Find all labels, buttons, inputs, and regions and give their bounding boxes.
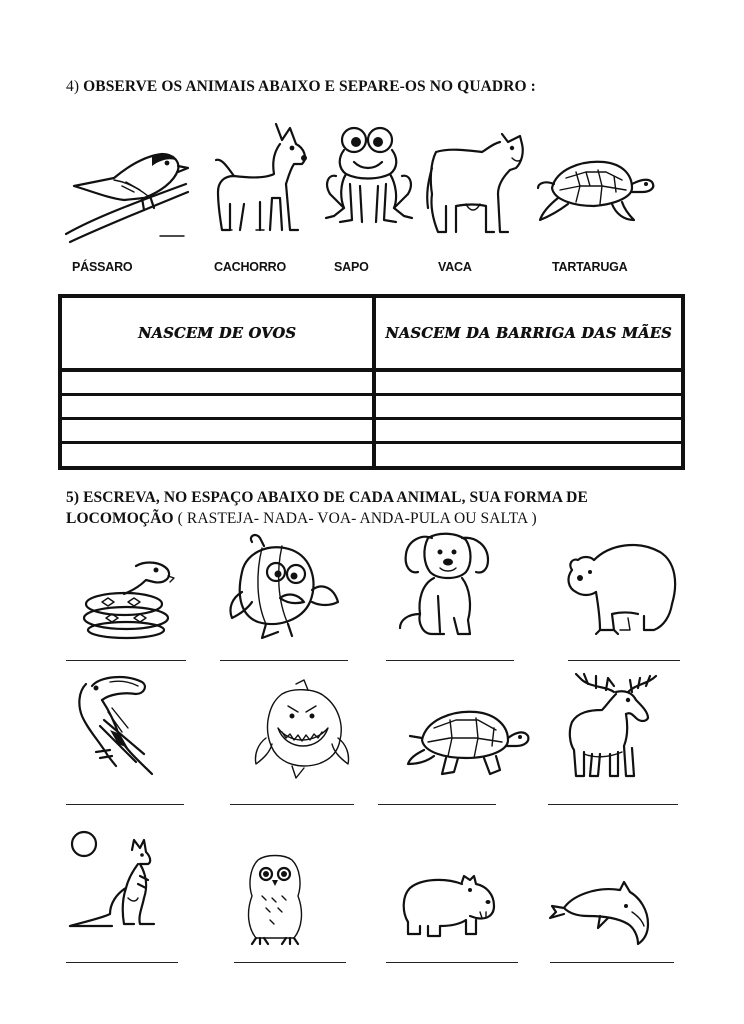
puppy-icon: [392, 530, 494, 642]
answer-line-turtle[interactable]: [378, 804, 496, 805]
snake-icon: [76, 556, 176, 640]
question-5-text: ESCREVA, NO ESPAÇO ABAIXO DE CADA ANIMAL, SUA FORMA DE: [83, 489, 588, 506]
table-answer-row-1[interactable]: [66, 374, 677, 392]
kangaroo-icon: [68, 828, 164, 932]
table-answer-row-3[interactable]: [66, 422, 677, 440]
moose-icon: [566, 670, 662, 784]
table-answer-row-2[interactable]: [66, 398, 677, 416]
sorting-table: [58, 294, 685, 470]
answer-line-bear[interactable]: [568, 660, 680, 661]
animal-label-dog: CACHORRO: [214, 260, 287, 274]
question-5-locomotion: LOCOMOÇÃO: [66, 510, 174, 527]
answer-line-snake[interactable]: [66, 660, 186, 661]
turtle-icon: [406, 706, 532, 780]
toucan-icon: [70, 672, 160, 778]
cow-icon: [426, 128, 528, 238]
table-header-eggs: NASCEM DE OVOS: [137, 324, 296, 342]
shark-icon: [252, 678, 352, 782]
question-4-text: OBSERVE OS ANIMAIS ABAIXO E SEPARE-OS NO QUADRO :: [83, 78, 536, 95]
table-answer-row-4[interactable]: [66, 446, 677, 464]
animal-label-bird: PÁSSARO: [72, 260, 133, 274]
fish-icon: [222, 532, 342, 642]
bird-icon: [64, 148, 194, 244]
question-5-title: [66, 489, 588, 507]
question-5-options: ( RASTEJA- NADA- VOA- ANDA-PULA OU SALTA ): [177, 510, 537, 527]
answer-line-moose[interactable]: [548, 804, 678, 805]
answer-line-puppy[interactable]: [386, 660, 514, 661]
answer-line-toucan[interactable]: [66, 804, 184, 805]
animal-label-turtle: TARTARUGA: [552, 260, 628, 274]
answer-line-fish[interactable]: [220, 660, 348, 661]
question-5-subtitle: [66, 510, 537, 528]
dog-icon: [210, 118, 314, 236]
table-header-rule: [62, 368, 681, 372]
answer-line-dolphin[interactable]: [550, 962, 674, 963]
question-5-number: 5): [66, 489, 80, 506]
answer-line-shark[interactable]: [230, 804, 354, 805]
table-header-womb: NASCEM DA BARRIGA DAS MÃES: [385, 324, 672, 342]
turtle-icon: [536, 158, 660, 224]
animal-label-cow: VACA: [438, 260, 472, 274]
hippo-icon: [400, 872, 496, 944]
answer-line-owl[interactable]: [234, 962, 346, 963]
question-4-number: 4): [66, 78, 80, 95]
question-4-title: [66, 78, 536, 96]
dolphin-icon: [548, 878, 658, 948]
answer-line-hippo[interactable]: [386, 962, 518, 963]
owl-icon: [242, 852, 308, 948]
animal-label-frog: SAPO: [334, 260, 369, 274]
frog-icon: [322, 124, 416, 228]
bear-icon: [560, 534, 682, 638]
answer-line-kangaroo[interactable]: [66, 962, 178, 963]
